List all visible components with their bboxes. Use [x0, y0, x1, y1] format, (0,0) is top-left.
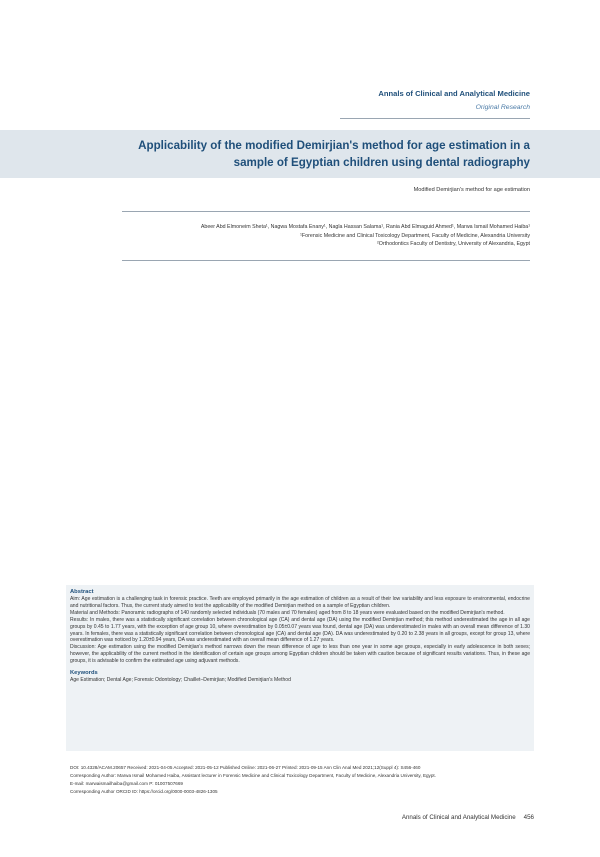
affiliation-2: ²Orthodontics Faculty of Dentistry, University of Alexandria, Egypt	[377, 241, 530, 248]
abstract-results: Results: In males, there was a statistically significant correlation between chronological age (CA) and dental age (DA) using the modified Demirjian method; this method underestimated the age in all age groups by 0.45 to 1.77 years, with the exception of age group 10, where overestimation by 0.05±0.07 years was found, dental age (DA) was underestimated in males with an overall mean difference of 1.30 years. In females, there was a statistically significant correlation between chronological age (CA) and dental age (DA). DA was underestimated by 0.20 to 2.38 years in all groups, except for group 13, where overestimation was noticed by 1.20±0.94 years, DA was underestimated with an overall mean difference of 1.27 years.	[70, 616, 530, 644]
running-title-divider	[122, 211, 530, 212]
title-line-1: Applicability of the modified Demirjian's method for age estimation in a	[138, 139, 530, 152]
author-block	[201, 223, 530, 249]
orcid-line: Corresponding Author ORCID ID: https://orcid.org/0000-0003-4826-1305	[70, 789, 218, 795]
article-title	[60, 137, 530, 171]
author-names: Abeer Abd Elmoneim Sheta¹, Nagwa Mostafa Enany¹, Nagla Hassan Salama¹, Rania Abd Elmaguid Ahmed¹, Marwa Ismail Mohamed Haiba¹	[200, 224, 530, 230]
title-line-2: sample of Egyptian children using dental radiography	[233, 156, 530, 169]
keywords-text: Age Estimation; Dental Age; Forensic Odontology; Chaillet–Demirjian; Modified Demirjian's Method	[70, 677, 291, 684]
abstract-heading: Abstract	[70, 589, 94, 595]
abstract-discussion: Discussion: Age estimation using the modified Demirjian's method narrows down the mean difference of age to less than one year in some age groups, especially in early adolescence in both sexes; however, the applicability of the current method in the identification of certain age groups among Egyptian children should be taken with caution because of significant results variations. Thus, in these age groups, it is advisable to confirm the estimated age using adjuvant methods.	[70, 644, 530, 665]
abstract-box	[66, 585, 534, 751]
page-number: 456	[523, 814, 534, 821]
running-title: Modified Demirjian's method for age estimation	[413, 187, 530, 193]
authors-divider	[122, 260, 530, 261]
header-divider	[340, 118, 530, 119]
corresponding-author-line: Corresponding Author: Marwa Ismail Mohamed Haiba, Assistant lecturer in Forensic Medicine and Clinical Toxicology Department, Faculty of Medicine, Alexandria University, Egypt.	[70, 773, 436, 779]
article-metadata	[70, 764, 534, 796]
abstract-methods: Material and Methods: Panoramic radiographs of 140 randomly selected individuals (70 males and 70 females) aged from 8 to 18 years were evaluated based on the modified Demirjian's method.	[70, 609, 505, 616]
affiliation-1: ¹Forensic Medicine and Clinical Toxicology Department, Faculty of Medicine, Alexandria University	[300, 232, 530, 239]
article-type: Original Research	[475, 104, 530, 111]
footer-journal: Annals of Clinical and Analytical Medicine	[401, 814, 516, 821]
doi-dates-line: DOI: 10.4328/ACAM.20657 Received: 2021-04-05 Accepted: 2021-05-12 Published Online: 2021-06-27 Printed: 2021-09-15 Ann Clin Anal Med 2021;12(Suppl 4): S456-460	[70, 765, 421, 770]
page-footer	[402, 814, 534, 821]
contact-line: E-mail: marwaismailhaiba@gmail.com P: 01007507669	[70, 781, 183, 787]
keywords-heading: Keywords	[70, 670, 98, 677]
journal-name: Annals of Clinical and Analytical Medicine	[378, 89, 530, 98]
abstract-aim: Aim: Age estimation is a challenging task in forensic practice. Teeth are employed primarily in the age estimation of children as a result of their low variability and less exposure to environmental, endocrine and nutritional factors. Thus, the current study aimed to test the applicability of the modified Demirjian method on a sample of Egyptian children.	[70, 596, 530, 609]
